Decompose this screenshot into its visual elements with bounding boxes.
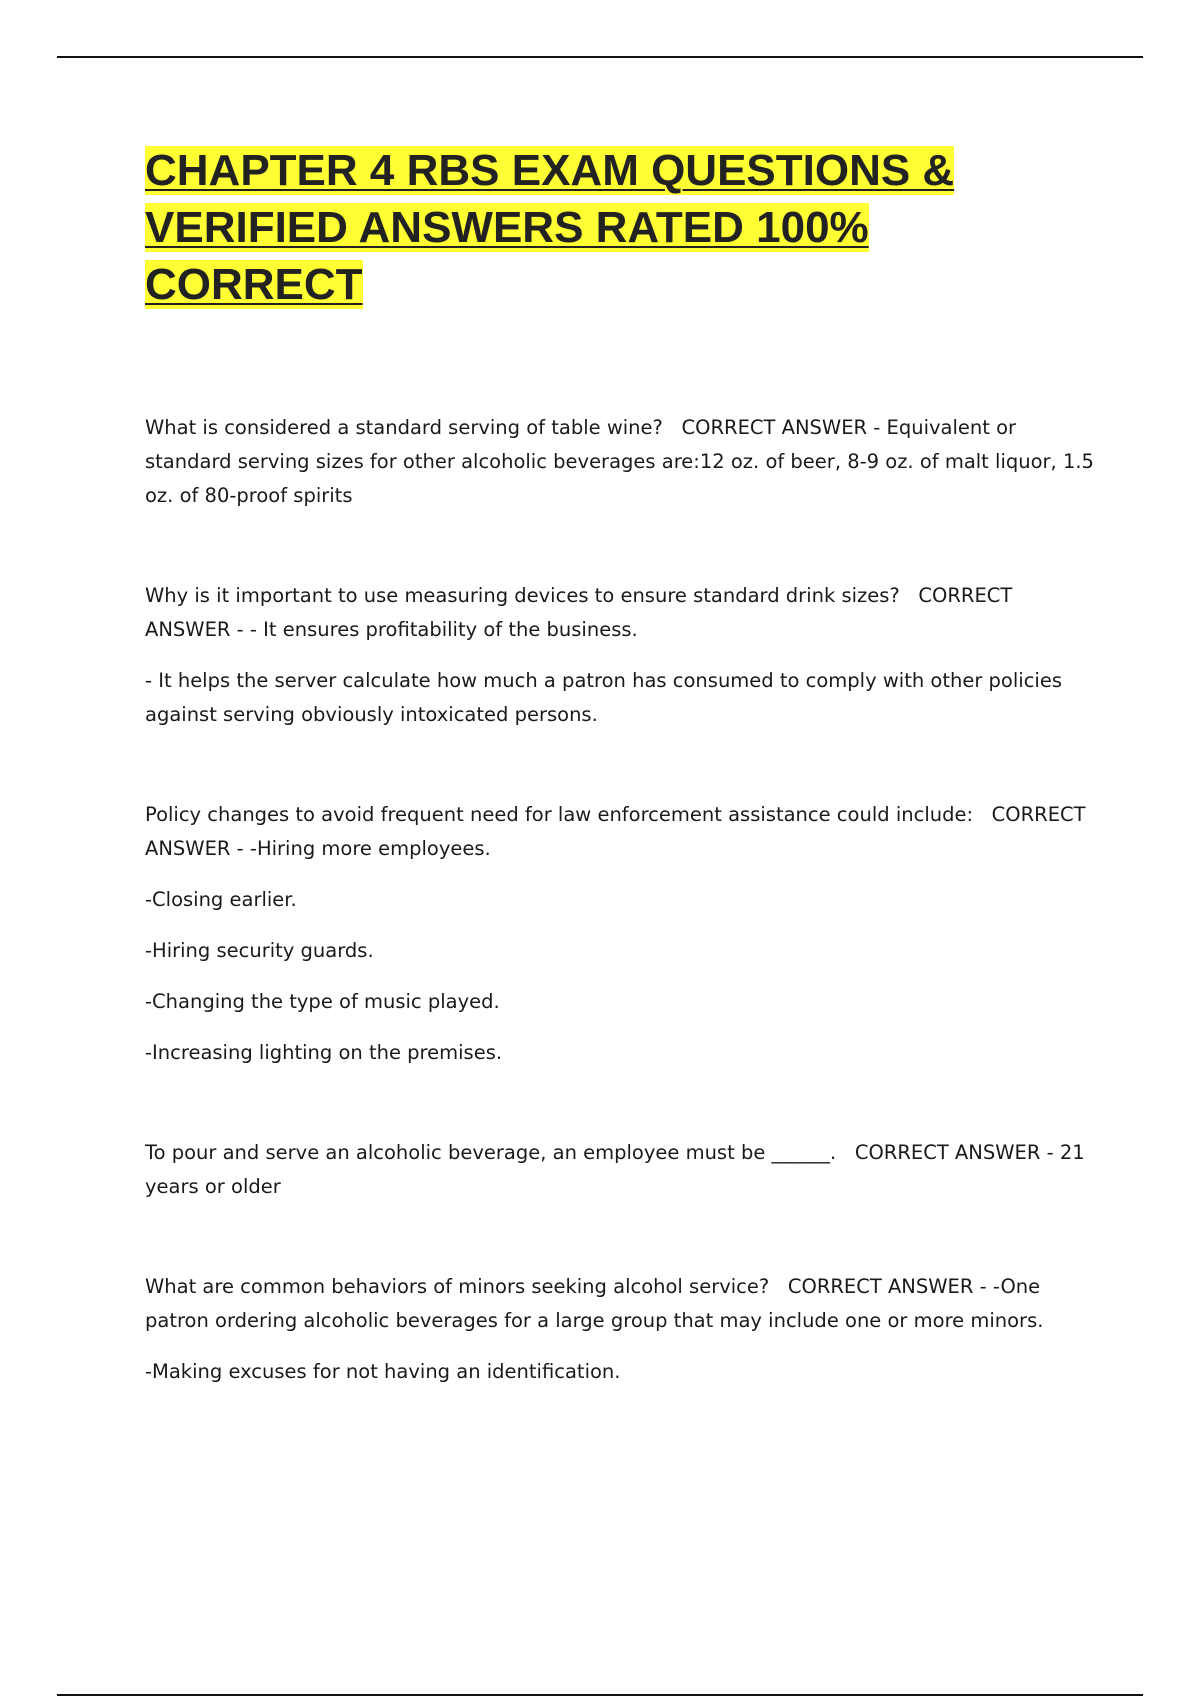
qa-item <box>145 1136 1095 1204</box>
answer-line: -Hiring security guards. <box>145 939 374 962</box>
document-body <box>145 142 1095 1455</box>
document-title <box>145 142 1095 313</box>
question-text: What are common behaviors of minors seeking alcohol service? <box>145 1275 770 1298</box>
question-text: Why is it important to use measuring devices to ensure standard drink sizes? <box>145 584 900 607</box>
question-text: What is considered a standard serving of table wine? <box>145 416 663 439</box>
footer-rule <box>57 1694 1143 1696</box>
answer-line: -Closing earlier. <box>145 888 297 911</box>
answer-marker: CORRECT ANSWER <box>145 803 1086 860</box>
question-text: Policy changes to avoid frequent need for law enforcement assistance could include: <box>145 803 974 826</box>
answer-line: - It helps the server calculate how much a patron has consumed to comply with other policies against serving obviously intoxicated persons. <box>145 669 1062 726</box>
qa-first-line <box>145 798 1095 866</box>
qa-list <box>145 411 1095 1389</box>
qa-first-line <box>145 1270 1095 1338</box>
answer-text: - -One patron ordering alcoholic beverages for a large group that may include one or more minors. <box>145 1275 1044 1332</box>
qa-first-line <box>145 1136 1095 1204</box>
qa-item <box>145 411 1095 513</box>
question-text: To pour and serve an alcoholic beverage, an employee must be ______. <box>145 1141 837 1164</box>
answer-marker: CORRECT ANSWER <box>787 1275 974 1298</box>
answer-marker: CORRECT ANSWER <box>145 584 1013 641</box>
answer-text: - Equivalent or standard serving sizes for other alcoholic beverages are:12 oz. of beer, 8-9 oz. of malt liquor, 1.5 oz. of 80-proof spirits <box>145 416 1094 507</box>
title-highlight: CHAPTER 4 RBS EXAM QUESTIONS & VERIFIED ANSWERS RATED 100% CORRECT <box>145 146 955 309</box>
answer-line: -Changing the type of music played. <box>145 990 500 1013</box>
answer-text: - - It ensures profitability of the business. <box>236 618 638 641</box>
qa-first-line <box>145 411 1095 513</box>
answer-text: - -Hiring more employees. <box>236 837 491 860</box>
header-rule <box>57 56 1143 58</box>
answer-marker: CORRECT ANSWER <box>854 1141 1041 1164</box>
answer-line: -Increasing lighting on the premises. <box>145 1041 503 1064</box>
answer-text: - 21 years or older <box>145 1141 1085 1198</box>
answer-line: -Making excuses for not having an identification. <box>145 1360 621 1383</box>
qa-first-line <box>145 579 1095 647</box>
qa-item <box>145 579 1095 732</box>
qa-item <box>145 1270 1095 1389</box>
answer-marker: CORRECT ANSWER <box>681 416 868 439</box>
qa-item <box>145 798 1095 1070</box>
